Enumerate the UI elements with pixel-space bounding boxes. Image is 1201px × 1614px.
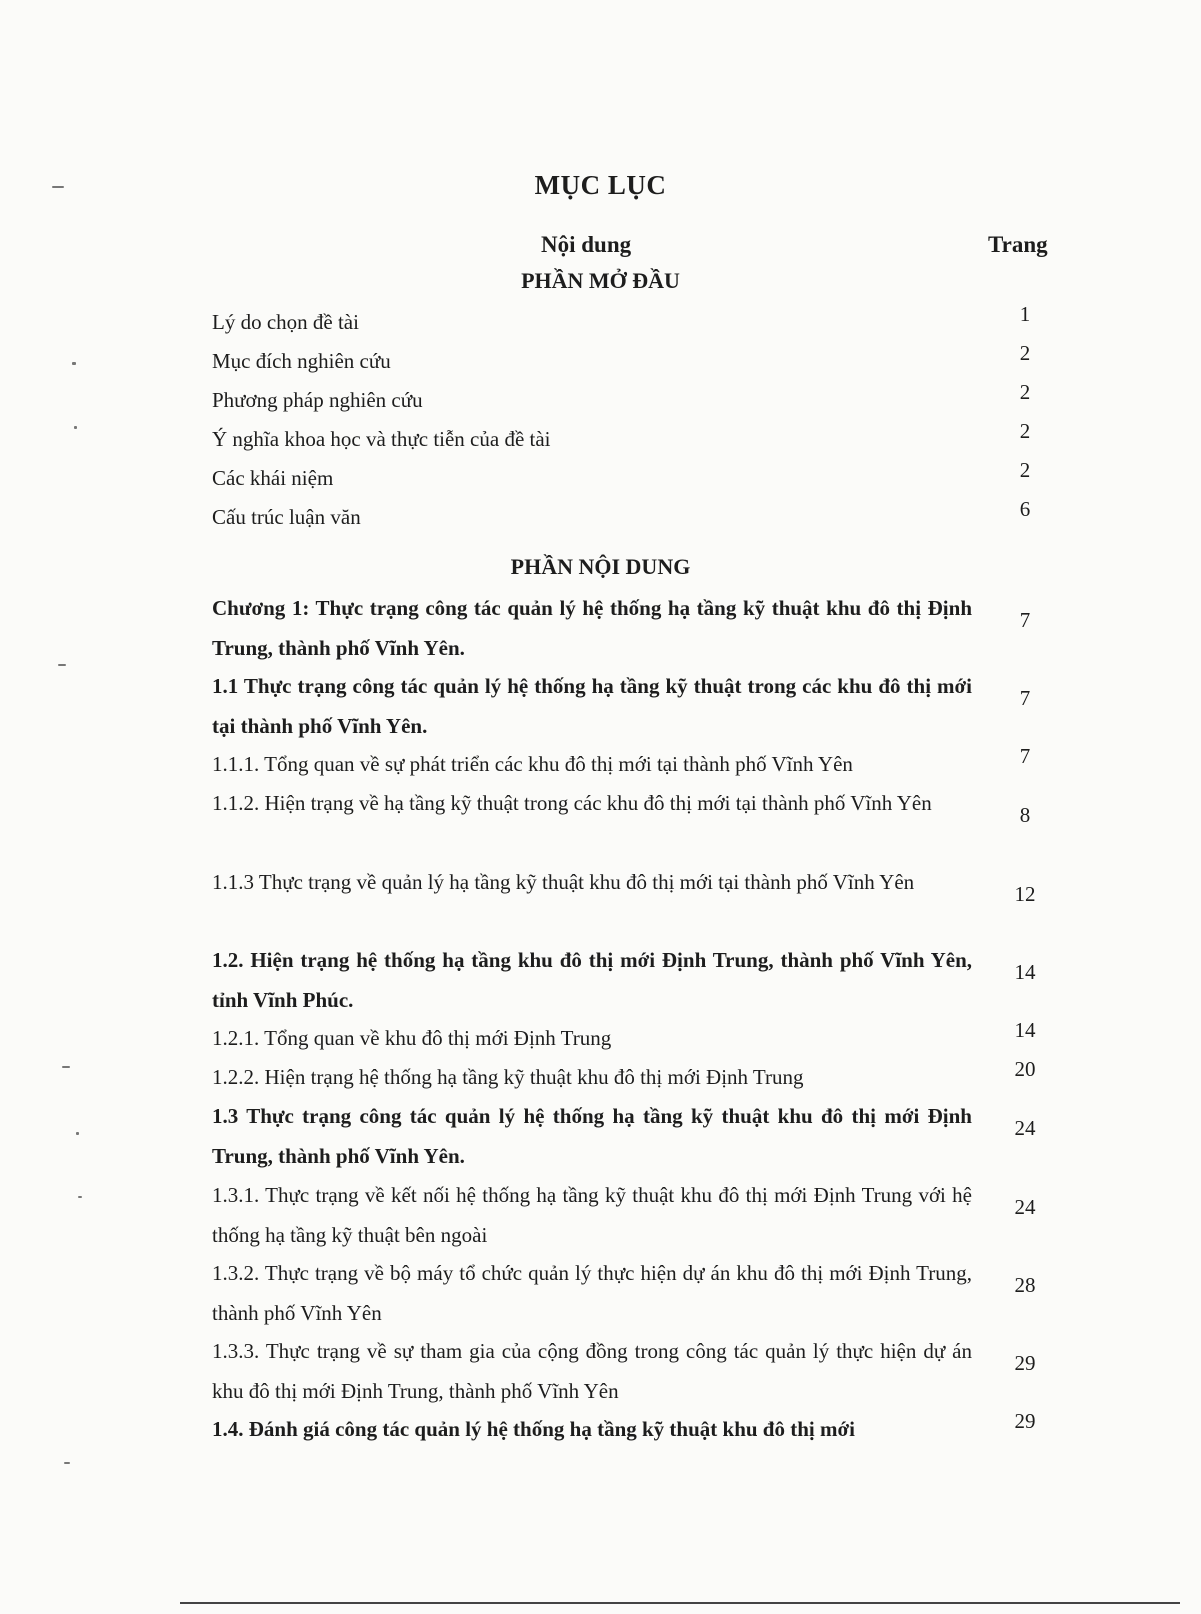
- scan-speck: [52, 186, 64, 188]
- toc-entry-section: 1.1 Thực trạng công tác quản lý hệ thống hạ tầng kỹ thuật trong các khu đô thị mới tại thành phố Vĩnh Yên.: [212, 674, 972, 738]
- toc-entry-section: 1.4. Đánh giá công tác quản lý hệ thống hạ tầng kỹ thuật khu đô thị mới: [212, 1417, 855, 1441]
- toc-entry: 1.1.3 Thực trạng về quản lý hạ tầng kỹ thuật khu đô thị mới tại thành phố Vĩnh Yên: [212, 870, 915, 894]
- content-column-header: Nội dung: [541, 232, 632, 257]
- toc-entry-chapter: Chương 1: Thực trạng công tác quản lý hệ thống hạ tầng kỹ thuật khu đô thị Định Trung, thành phố Vĩnh Yên.: [212, 596, 972, 660]
- toc-page-number: 2: [1019, 419, 1031, 443]
- toc-page-number: 14: [1014, 1018, 1036, 1042]
- toc-entry: Các khái niệm: [212, 466, 334, 490]
- toc-page-number: 1: [1019, 302, 1031, 326]
- part-heading-main-content: PHẦN NỘI DUNG: [510, 554, 691, 579]
- toc-entry: 1.3.3. Thực trạng về sự tham gia của cộng đồng trong công tác quản lý thực hiện dự án khu đô thị mới Định Trung, thành phố Vĩnh Yên: [212, 1339, 972, 1403]
- toc-entry: Ý nghĩa khoa học và thực tiễn của đề tài: [212, 427, 551, 451]
- bottom-rule: [180, 1602, 1180, 1604]
- toc-entry: 1.3.1. Thực trạng về kết nối hệ thống hạ tầng kỹ thuật khu đô thị mới Định Trung với hệ thống hạ tầng kỹ thuật bên ngoài: [212, 1183, 972, 1247]
- toc-entry: Mục đích nghiên cứu: [212, 349, 391, 373]
- part-heading-introduction: PHẦN MỞ ĐẦU: [521, 268, 680, 293]
- scan-speck: [76, 1132, 79, 1135]
- toc-page-number: 2: [1019, 458, 1031, 482]
- toc-page-number: 29: [1014, 1351, 1036, 1375]
- toc-entry: Phương pháp nghiên cứu: [212, 388, 423, 412]
- scan-speck: [72, 362, 76, 365]
- toc-entry: Cấu trúc luận văn: [212, 505, 361, 529]
- toc-entry: 1.2.2. Hiện trạng hệ thống hạ tầng kỹ thuật khu đô thị mới Định Trung: [212, 1065, 804, 1089]
- toc-entry-section: 1.2. Hiện trạng hệ thống hạ tầng khu đô thị mới Định Trung, thành phố Vĩnh Yên, tỉnh Vĩnh Phúc.: [212, 948, 972, 1012]
- toc-page-number: 2: [1019, 380, 1031, 404]
- toc-page-number: 7: [1019, 686, 1031, 710]
- scan-speck: [64, 1462, 70, 1464]
- scan-speck: [74, 426, 77, 429]
- toc-entry-section: 1.3 Thực trạng công tác quản lý hệ thống hạ tầng kỹ thuật khu đô thị mới Định Trung, thành phố Vĩnh Yên.: [212, 1104, 972, 1168]
- toc-page-number: 7: [1019, 744, 1031, 768]
- toc-entry: 1.2.1. Tổng quan về khu đô thị mới Định Trung: [212, 1026, 612, 1050]
- toc-page-number: 2: [1019, 341, 1031, 365]
- toc-page-number: 6: [1019, 497, 1031, 521]
- toc-page-number: 29: [1014, 1409, 1036, 1433]
- toc-page-number: 24: [1014, 1195, 1036, 1219]
- scan-speck: [58, 664, 66, 666]
- toc-page-number: 8: [1019, 803, 1031, 827]
- toc-page-number: 20: [1014, 1057, 1036, 1081]
- toc-page-number: 28: [1014, 1273, 1036, 1297]
- toc-page-number: 14: [1014, 960, 1036, 984]
- toc-entry: 1.1.1. Tổng quan về sự phát triển các khu đô thị mới tại thành phố Vĩnh Yên: [212, 752, 853, 776]
- page-column-header: Trang: [988, 232, 1048, 257]
- toc-entry: 1.1.2. Hiện trạng về hạ tầng kỹ thuật trong các khu đô thị mới tại thành phố Vĩnh Yên: [212, 791, 932, 815]
- toc-page-number: 24: [1014, 1116, 1036, 1140]
- toc-title: MỤC LỤC: [534, 170, 667, 200]
- toc-entry: 1.3.2. Thực trạng về bộ máy tổ chức quản lý thực hiện dự án khu đô thị mới Định Trung, thành phố Vĩnh Yên: [212, 1261, 972, 1325]
- toc-page-number: 7: [1019, 608, 1031, 632]
- scan-speck: [78, 1196, 82, 1198]
- toc-page-number: 12: [1014, 882, 1036, 906]
- scan-speck: [62, 1066, 70, 1068]
- toc-entry: Lý do chọn đề tài: [212, 310, 359, 334]
